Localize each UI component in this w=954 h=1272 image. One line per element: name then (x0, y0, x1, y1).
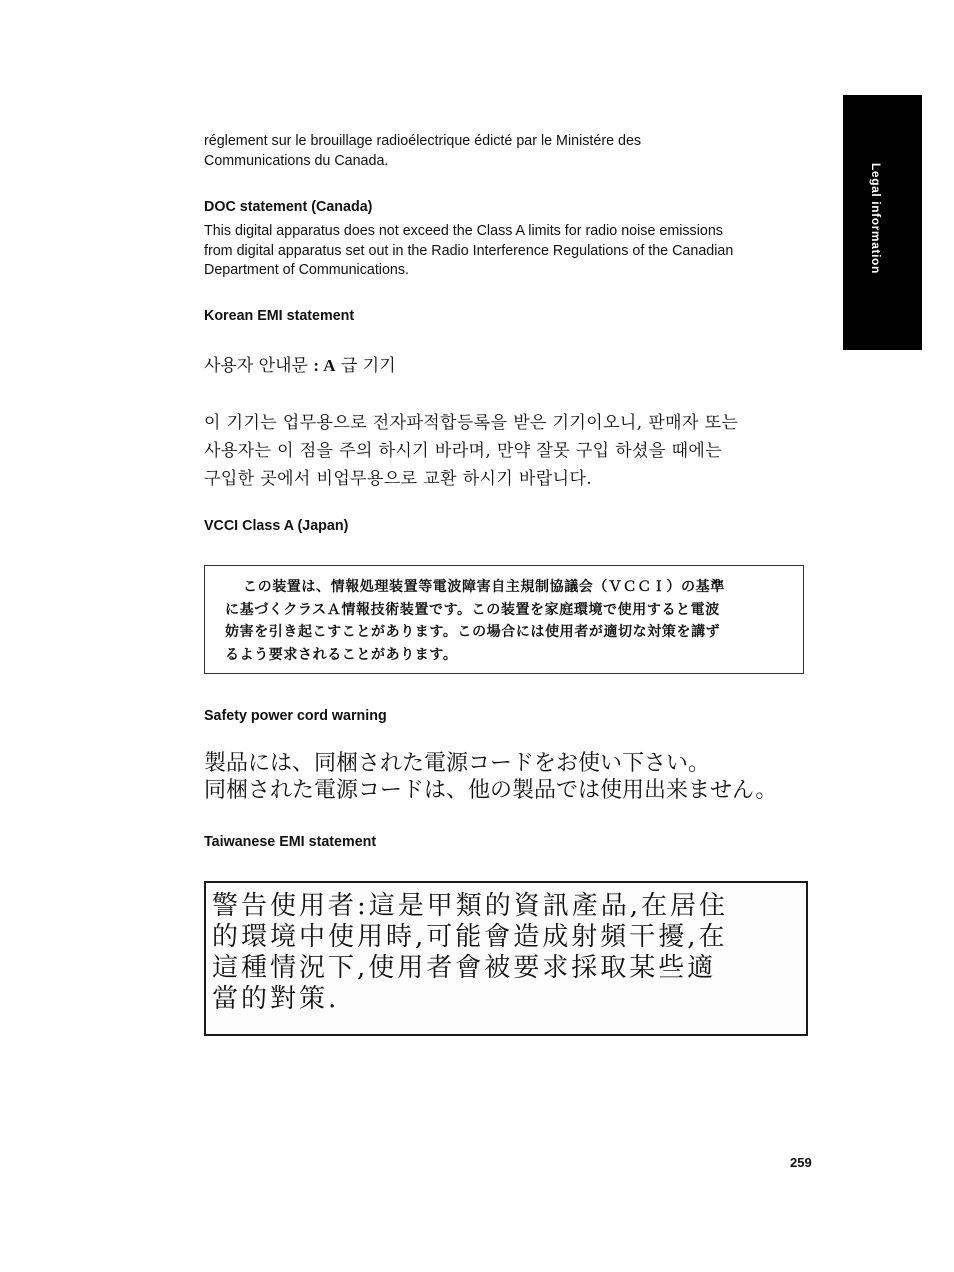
taiwanese-emi-heading: Taiwanese EMI statement (204, 834, 377, 850)
vcci-statement-box (204, 565, 804, 674)
korean-title-suffix: 급 기기 (335, 356, 396, 376)
taiwanese-emi-line-4: 當的對策. (212, 984, 340, 1014)
power-cord-warning-text (204, 750, 814, 804)
vcci-heading: VCCI Class A (Japan) (204, 518, 349, 534)
taiwanese-emi-line-3: 這種情況下,使用者會被要求採取某些適 (212, 953, 717, 983)
doc-statement-line-3: Department of Communications. (204, 262, 410, 278)
power-cord-line-1: 製品には、同梱された電源コードをお使い下さい。 (204, 751, 711, 776)
power-cord-heading: Safety power cord warning (204, 708, 387, 724)
korean-emi-body (204, 409, 810, 493)
taiwanese-emi-box (204, 881, 808, 1036)
korean-emi-heading: Korean EMI statement (204, 308, 355, 324)
section-side-tab (843, 95, 922, 350)
doc-statement-line-1: This digital apparatus does not exceed the Class A limits for radio noise emissions (204, 223, 723, 239)
page-number: 259 (790, 1155, 812, 1170)
doc-statement-paragraph (204, 222, 804, 281)
doc-statement-heading: DOC statement (Canada) (204, 199, 373, 215)
vcci-line-4: るよう要求されることがあります。 (225, 646, 458, 663)
korean-title-class: : A (313, 356, 336, 375)
korean-emi-line-2: 사용자는 이 점을 주의 하시기 바라며, 만약 잘못 구입 하셨을 때에는 (204, 441, 723, 461)
canada-french-line-1: réglement sur le brouillage radioélectrique édicté par le Ministére des (204, 133, 642, 149)
korean-title-prefix: 사용자 안내문 (204, 356, 314, 376)
side-tab-label: Legal information (869, 163, 883, 274)
korean-emi-line-3: 구입한 곳에서 비업무용으로 교환 하시기 바랍니다. (204, 469, 593, 489)
taiwanese-emi-line-2: 的環境中使用時,可能會造成射頻干擾,在 (212, 922, 728, 952)
korean-emi-line-1: 이 기기는 업무용으로 전자파적합등록을 받은 기기이오니, 판매자 또는 (204, 413, 739, 433)
taiwanese-emi-line-1: 警告使用者:這是甲類的資訊產品,在居住 (212, 891, 729, 921)
vcci-line-2: に基づくクラスＡ情報技術装置です。この装置を家庭環境で使用すると電波 (225, 601, 720, 618)
doc-statement-line-2: from digital apparatus set out in the Radio Interference Regulations of the Canadian (204, 242, 734, 259)
power-cord-line-2: 同梱された電源コードは、他の製品では使用出来ません。 (204, 778, 778, 803)
canada-french-paragraph (204, 132, 804, 171)
korean-emi-title (204, 354, 396, 378)
vcci-line-1: この装置は、情報処理装置等電波障害自主規制協議会（ＶＣＣＩ）の基準 (243, 579, 725, 595)
canada-french-line-2: Communications du Canada. (204, 152, 389, 169)
vcci-line-3: 妨害を引き起こすことがあります。この場合には使用者が適切な対策を講ず (225, 624, 721, 640)
